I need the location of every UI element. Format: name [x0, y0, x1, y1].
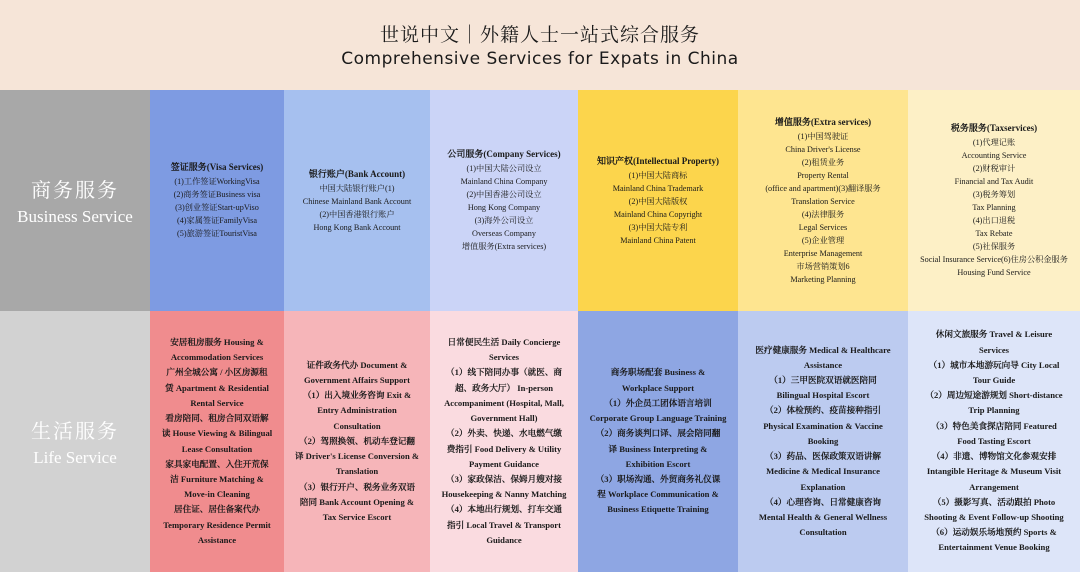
cell-line: 赁 Apartment & Residential [165, 382, 269, 393]
cell-line: 医疗健康服务 Medical & Healthcare [755, 344, 891, 355]
life-cell-leisure [908, 311, 1080, 572]
cell-line: Mainland China Copyright [613, 209, 703, 219]
cell-line: 译 Driver's License Conversion & [294, 451, 420, 462]
cell-line: (4)出口退税 [972, 216, 1016, 225]
cell-line: Government Hall) [470, 413, 538, 424]
cell-line: Food Tasting Escort [957, 435, 1031, 446]
cell-line: Tax Rebate [975, 229, 1013, 238]
business-service-row [0, 90, 1080, 311]
cell-line: Shooting & Event Follow-up Shooting [924, 511, 1064, 522]
cell-line: （4）非遗、博物馆文化参观安排 [931, 451, 1057, 462]
life-cell-documents [284, 311, 430, 572]
cell-line: 广州全城公寓 / 小区房源租 [166, 367, 268, 378]
cell-line: 程 Workplace Communication & [597, 489, 719, 500]
cell-line: 洁 Furniture Matching & [170, 473, 264, 484]
cell-line: Accounting Service [961, 151, 1027, 160]
cell-line: Hong Kong Company [467, 203, 541, 212]
cell-line: Financial and Tax Audit [954, 177, 1034, 186]
cell-line: (4)法律服务 [801, 209, 845, 219]
cell-title: 签证服务(Visa Services) [170, 162, 264, 172]
cell-line: （2）商务谈判口译、展会陪同翻 [595, 428, 721, 439]
cell-line: Accompaniment (Hospital, Mall, [444, 397, 564, 408]
cell-line: (2)商务签证Business visa [173, 190, 261, 199]
cell-line: China Driver's License [785, 144, 861, 154]
cell-line: （6）运动娱乐场地预约 Sports & [931, 527, 1057, 538]
business-label-zh: 商务服务 [31, 178, 119, 202]
cell-line: 看房陪同、租房合同双语解 [165, 413, 269, 424]
cell-line: （1）出入境业务咨询 Exit & [302, 390, 412, 401]
cell-title: 增值服务(Extra services) [774, 116, 872, 127]
page-header [0, 0, 1080, 90]
cell-line: Booking [807, 435, 839, 446]
cell-line: Property Rental [797, 170, 849, 180]
cell-line: 超、政务大厅） In-person [454, 382, 554, 393]
cell-line: Government Affairs Support [304, 375, 410, 386]
cell-line: （1）线下陪同办事（就医、商 [445, 367, 563, 378]
cell-line: Chinese Mainland Bank Account [302, 196, 412, 206]
cell-line: (1)中国大陆公司设立 [466, 164, 542, 173]
cell-line: （3）家政保洁、保姆月嫂对接 [445, 473, 563, 484]
cell-line: Workplace Support [621, 382, 695, 393]
cell-line: Assistance [197, 534, 237, 545]
cell-line: （5）摄影写真、活动跟拍 Photo [932, 496, 1056, 507]
business-cell-ip [578, 90, 738, 311]
cell-line: (1)中国驾驶证 [797, 131, 849, 141]
business-cell-company [430, 90, 578, 311]
cell-line: （3）药品、医保政策双语讲解 [764, 451, 882, 462]
title-zh: 世说中文｜外籍人士一站式综合服务 [379, 24, 700, 46]
cell-line: Entertainment Venue Booking [938, 542, 1050, 553]
cell-title: 公司服务(Company Services) [447, 149, 561, 159]
cell-line: (4)家属签证FamilyVisa [176, 216, 257, 225]
cell-line: Tour Guide [972, 375, 1016, 386]
cell-line: （3）职场沟通、外贸商务礼仪课 [595, 473, 721, 484]
cell-line: Tax Planning [972, 203, 1016, 212]
cell-line: Move-in Cleaning [184, 489, 250, 500]
cell-line: Arrangement [969, 481, 1019, 492]
cell-line: Bilingual Hospital Escort [776, 390, 870, 401]
cell-line: Mainland China Company [460, 177, 548, 186]
cell-line: Services [978, 344, 1010, 355]
cell-line: (2)中国香港公司设立 [466, 190, 542, 199]
cell-line: Translation Service [791, 196, 855, 206]
life-label-en: Life Service [33, 448, 117, 467]
cell-line: Translation [335, 466, 379, 477]
life-label-zh: 生活服务 [31, 419, 119, 443]
cell-line: Rental Service [190, 397, 244, 408]
cell-line: (office and apartment)(3)翻译服务 [765, 183, 881, 193]
cell-line: (3)税务筹划 [972, 190, 1016, 199]
cell-title: 税务服务(Taxservices) [950, 123, 1038, 133]
cell-line: (3)中国大陆专利 [628, 222, 688, 232]
cell-line: (1)工作签证WorkingVisa [174, 177, 260, 186]
cell-line: Business Etiquette Training [607, 504, 709, 515]
cell-line: Assistance [803, 359, 843, 370]
cell-line: Legal Services [798, 222, 848, 232]
business-label-en: Business Service [17, 207, 133, 226]
cell-line: (2)中国大陆版权 [628, 196, 688, 206]
cell-line: Temporary Residence Permit [163, 519, 271, 530]
cell-line: Guidance [486, 534, 522, 545]
life-service-row [0, 311, 1080, 572]
cell-line: 休闲文旅服务 Travel & Leisure [935, 329, 1053, 340]
cell-line: Explanation [800, 481, 846, 492]
cell-line: (1)代理记账 [972, 138, 1016, 147]
cell-line: （2）周边短途游规划 Short-distance [925, 390, 1063, 401]
cell-line: 居住证、居住备案代办 [174, 504, 260, 515]
cell-line: （1）城市本地游玩向导 City Local [928, 359, 1060, 370]
cell-title: 知识产权(Intellectual Property) [596, 155, 720, 166]
cell-line: 读 House Viewing & Bilingual [161, 428, 273, 439]
cell-line: (1)中国大陆商标 [628, 170, 688, 180]
cell-line: 陪同 Bank Account Opening & [299, 496, 415, 507]
cell-line: Tax Service Escort [322, 511, 392, 522]
cell-line: Mental Health & General Wellness [758, 511, 888, 522]
life-cell-housing [150, 311, 284, 572]
cell-line: （4）心理咨询、日常健康咨询 [764, 496, 882, 507]
cell-line: Enterprise Management [783, 248, 863, 258]
cell-line: 安居租房服务 Housing & [170, 337, 264, 348]
cell-line: Entry Administration [317, 405, 397, 416]
cell-line: 证件政务代办 Document & [306, 359, 408, 370]
cell-line: 市场营销策划6 [796, 261, 850, 271]
business-cell-extra [738, 90, 908, 311]
life-cell-business-support [578, 311, 738, 572]
cell-line: 费指引 Food Delivery & Utility [446, 443, 562, 454]
cell-line: Hong Kong Bank Account [313, 222, 401, 232]
cell-line: Housing Fund Service [957, 268, 1031, 277]
cell-line: (2)租赁业务 [801, 157, 845, 167]
cell-line: Consultation [333, 420, 381, 431]
cell-line: Consultation [799, 527, 847, 538]
cell-line: (3)海外公司设立 [474, 216, 534, 225]
cell-line: 家具家电配置、入住开荒保 [165, 458, 269, 469]
business-cell-tax [908, 90, 1080, 311]
cell-line: （4）本地出行规划、打车交通 [445, 504, 563, 515]
cell-line: Trip Planning [968, 405, 1020, 416]
cell-line: 指引 Local Travel & Transport [447, 519, 561, 530]
cell-line: (5)企业管理 [801, 235, 845, 245]
cell-line: Intangible Heritage & Museum Visit [926, 466, 1062, 477]
cell-line: Overseas Company [472, 229, 536, 238]
cell-line: (5)旅游签证TouristVisa [177, 229, 257, 238]
cell-line: Services [488, 352, 520, 363]
cell-line: (2)中国香港银行账户 [319, 209, 395, 219]
cell-line: (2)财税审计 [972, 164, 1016, 173]
cell-line: 日常便民生活 Daily Concierge [447, 337, 561, 348]
life-service-label [0, 311, 150, 572]
business-service-label [0, 90, 150, 311]
cell-line: （2）体检预约、疫苗接种指引 [764, 405, 882, 416]
cell-line: (5)社保服务 [972, 242, 1016, 251]
cell-title: 银行账户(Bank Account) [308, 168, 406, 179]
life-cell-medical [738, 311, 908, 572]
cell-line: Corporate Group Language Training [589, 413, 727, 424]
cell-line: Housekeeping & Nanny Matching [441, 489, 567, 500]
cell-line: Accommodation Services [170, 352, 264, 363]
cell-line: 译 Business Interpreting & [608, 443, 708, 454]
cell-line: 增值服务(Extra services) [461, 242, 547, 251]
cell-line: （3）特色美食探店陪同 Featured [931, 420, 1057, 431]
cell-line: Exhibition Escort [625, 458, 691, 469]
cell-line: （2）驾照换领、机动车登记翻 [298, 435, 416, 446]
cell-line: (3)创业签证Start-upViso [175, 203, 259, 212]
cell-line: Marketing Planning [790, 274, 856, 284]
cell-line: Mainland China Patent [620, 235, 696, 245]
cell-line: Social Insurance Service(6)住房公积金服务 [920, 255, 1068, 264]
cell-line: Payment Guidance [469, 458, 539, 469]
cell-line: Lease Consultation [181, 443, 253, 454]
cell-line: 商务职场配套 Business & [610, 367, 706, 378]
cell-line: （1）三甲医院双语就医陪同 [769, 375, 877, 386]
cell-line: （3）银行开户、税务业务双语 [298, 481, 416, 492]
cell-line: Mainland China Trademark [612, 183, 704, 193]
life-cell-daily [430, 311, 578, 572]
cell-line: （2）外卖、快递、水电燃气缴 [445, 428, 563, 439]
title-en: Comprehensive Services for Expats in China [341, 49, 739, 69]
business-cell-visa [150, 90, 284, 311]
cell-line: Medicine & Medical Insurance [766, 466, 880, 477]
cell-line: 中国大陆银行账户(1) [319, 183, 395, 193]
cell-line: （1）外企员工团体语言培训 [604, 397, 712, 408]
business-cell-bank [284, 90, 430, 311]
cell-line: Physical Examination & Vaccine [763, 420, 883, 431]
